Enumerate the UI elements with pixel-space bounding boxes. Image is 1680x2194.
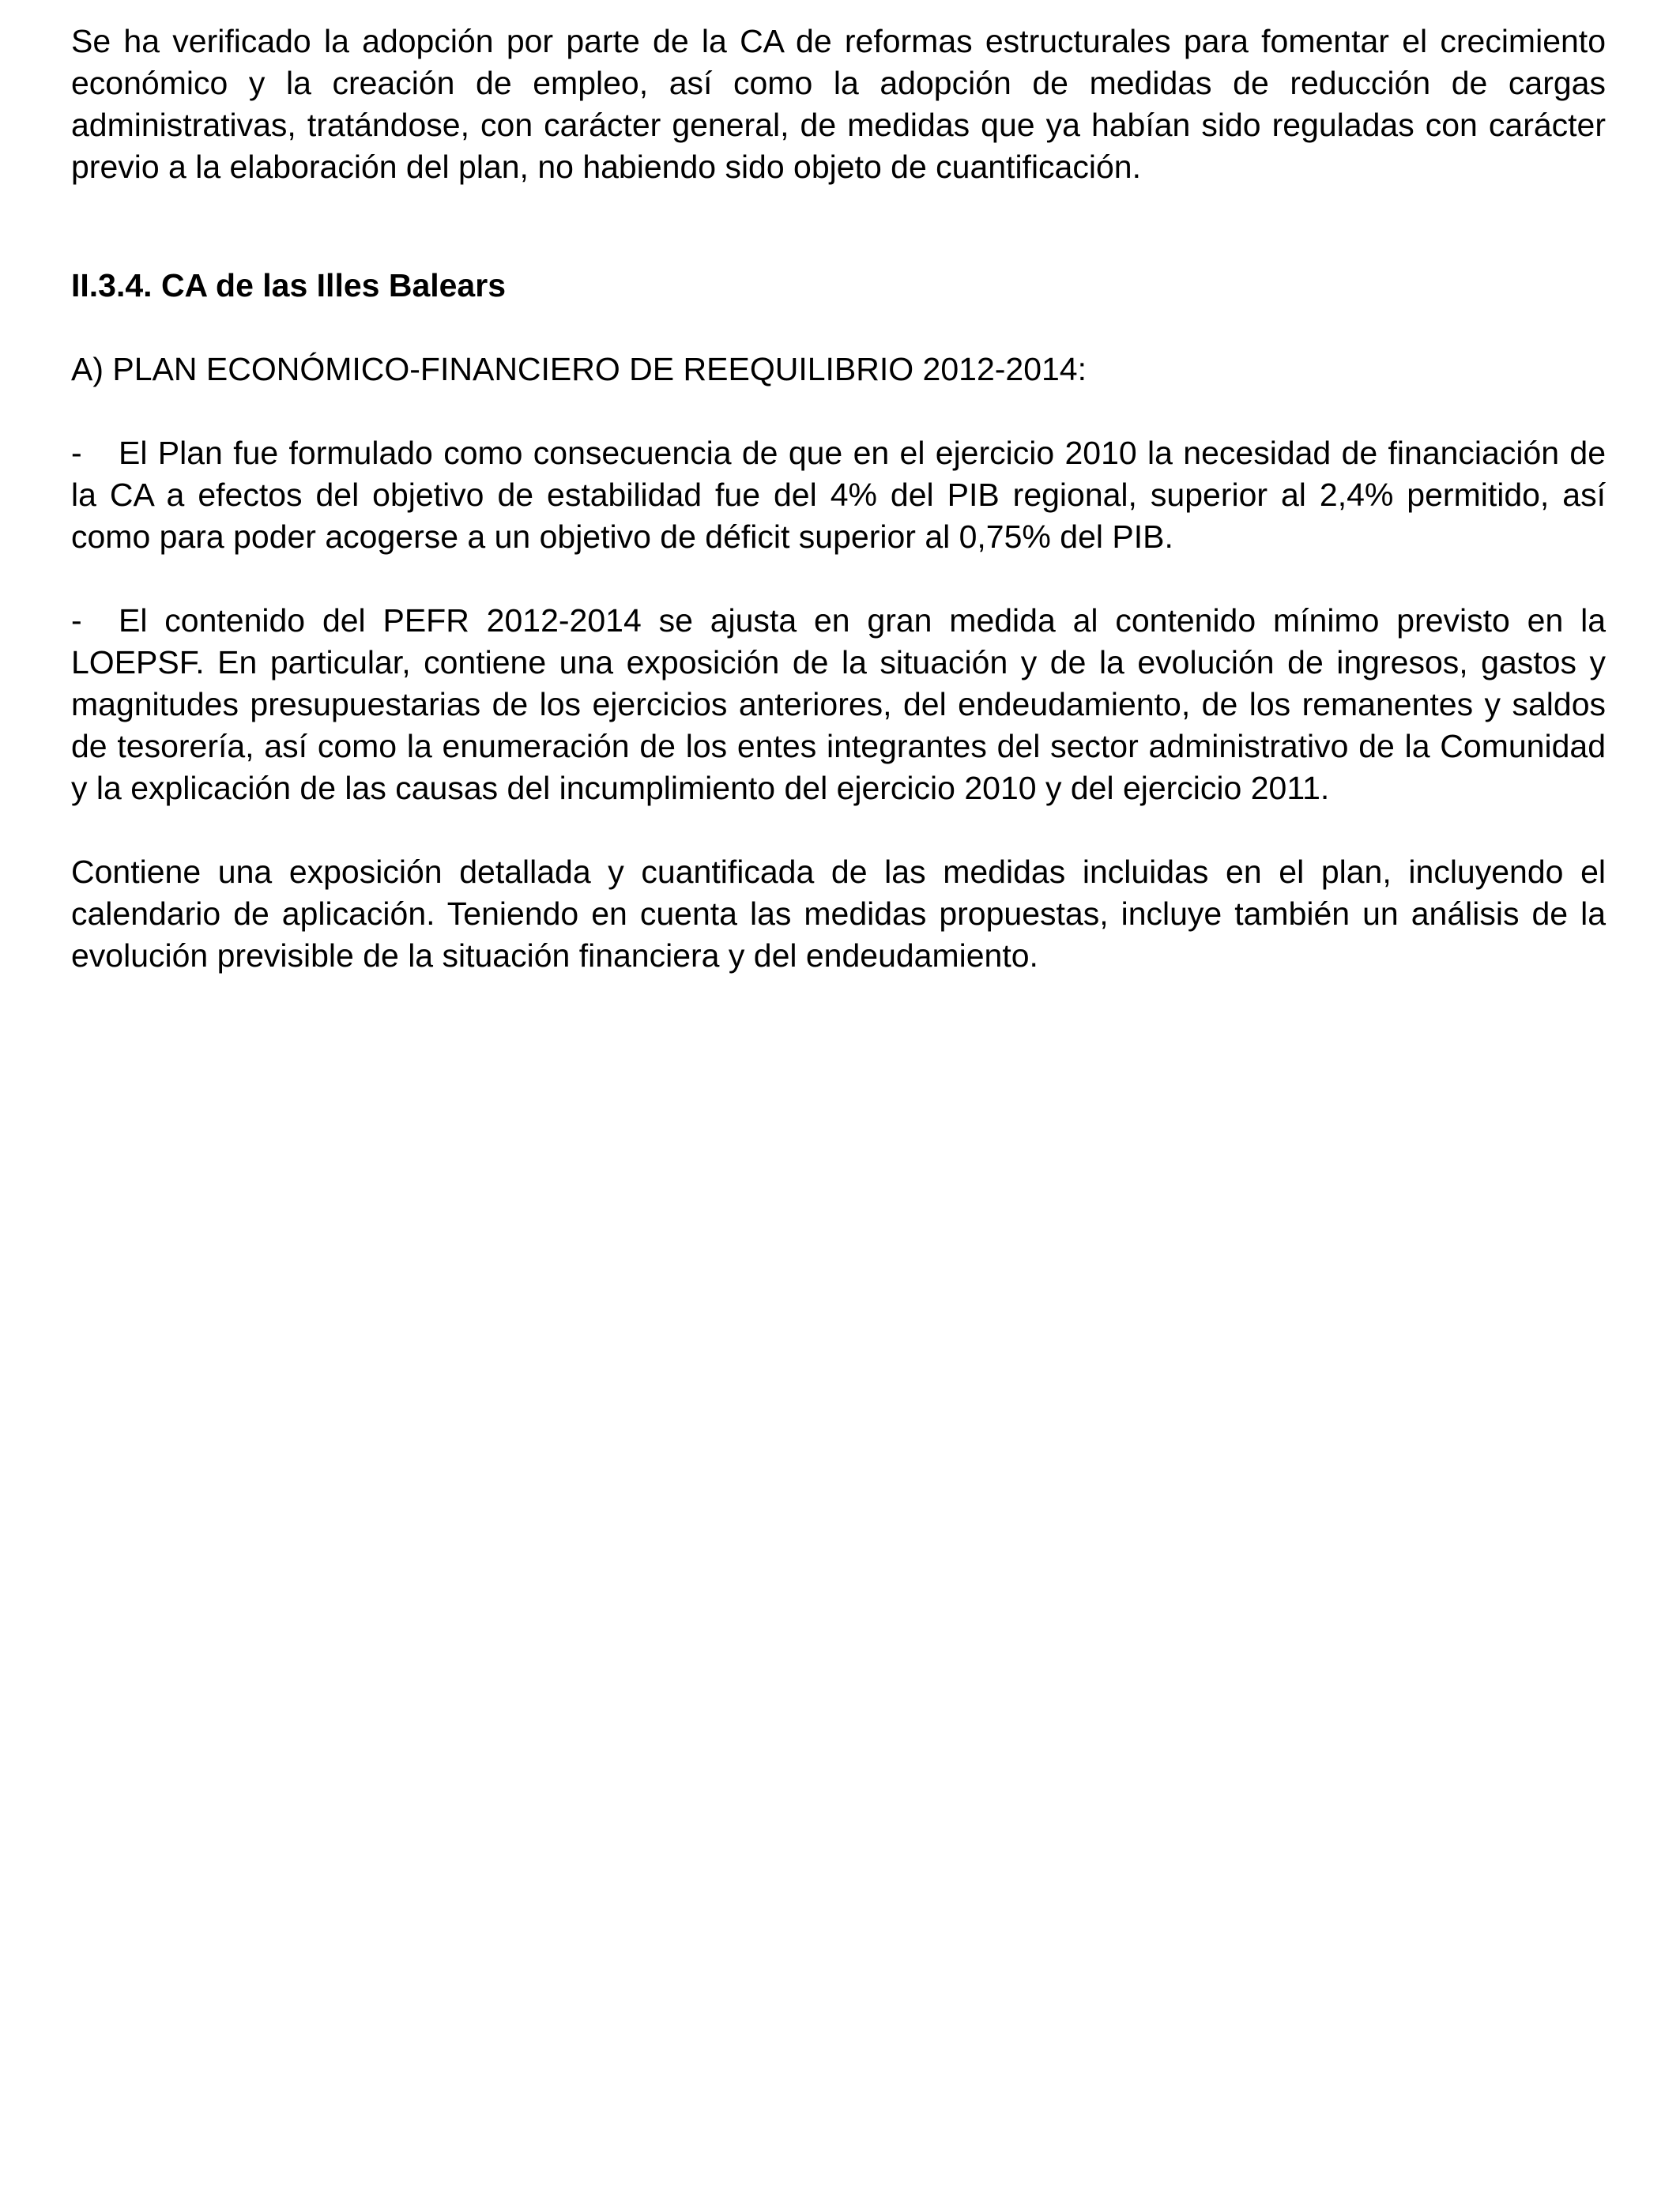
- document-page: [71, 21, 1606, 977]
- subsection-title: A) PLAN ECONÓMICO-FINANCIERO DE REEQUILIBRIO 2012-2014:: [71, 351, 1087, 387]
- spacer: [71, 809, 1606, 851]
- bullet-paragraph-1: [71, 432, 1606, 558]
- spacer: [71, 558, 1606, 600]
- section-heading: II.3.4. CA de las Illes Balears: [71, 267, 506, 303]
- closing-paragraph: Contiene una exposición detallada y cuantificada de las medidas incluidas en el plan, incluyendo el calendario de aplicación. Teniendo en cuenta las medidas propuestas, incluye también un análisis de la evolución previsible de la situación financiera y del endeudamiento.: [71, 854, 1606, 974]
- spacer: [71, 188, 1606, 265]
- bullet-text: El contenido del PEFR 2012-2014 se ajusta en gran medida al contenido mínimo previsto en la LOEPSF. En particular, contiene una exposición de la situación y de la evolución de ingresos, gastos y magnitudes presupuestarias de los ejercicios anteriores, del endeudamiento, de los remanentes y saldos de tesorería, así como la enumeración de los entes integrantes del sector administrativo de la Comunidad y la explicación de las causas del incumplimiento del ejercicio 2010 y del ejercicio 2011.: [71, 602, 1606, 806]
- spacer: [71, 390, 1606, 432]
- bullet-text: El Plan fue formulado como consecuencia de que en el ejercicio 2010 la necesidad de financiación de la CA a efectos del objetivo de estabilidad fue del 4% del PIB regional, superior al 2,4% permitido, así como para poder acogerse a un objetivo de déficit superior al 0,75% del PIB.: [71, 435, 1606, 555]
- bullet-marker: -: [71, 435, 82, 471]
- bullet-paragraph-2: [71, 600, 1606, 809]
- bullet-marker: -: [71, 602, 82, 639]
- intro-paragraph: Se ha verificado la adopción por parte de la CA de reformas estructurales para fomentar el crecimiento económico y la creación de empleo, así como la adopción de medidas de reducción de cargas administrativas, tratándose, con carácter general, de medidas que ya habían sido reguladas con carácter previo a la elaboración del plan, no habiendo sido objeto de cuantificación.: [71, 23, 1606, 185]
- spacer: [71, 307, 1606, 349]
